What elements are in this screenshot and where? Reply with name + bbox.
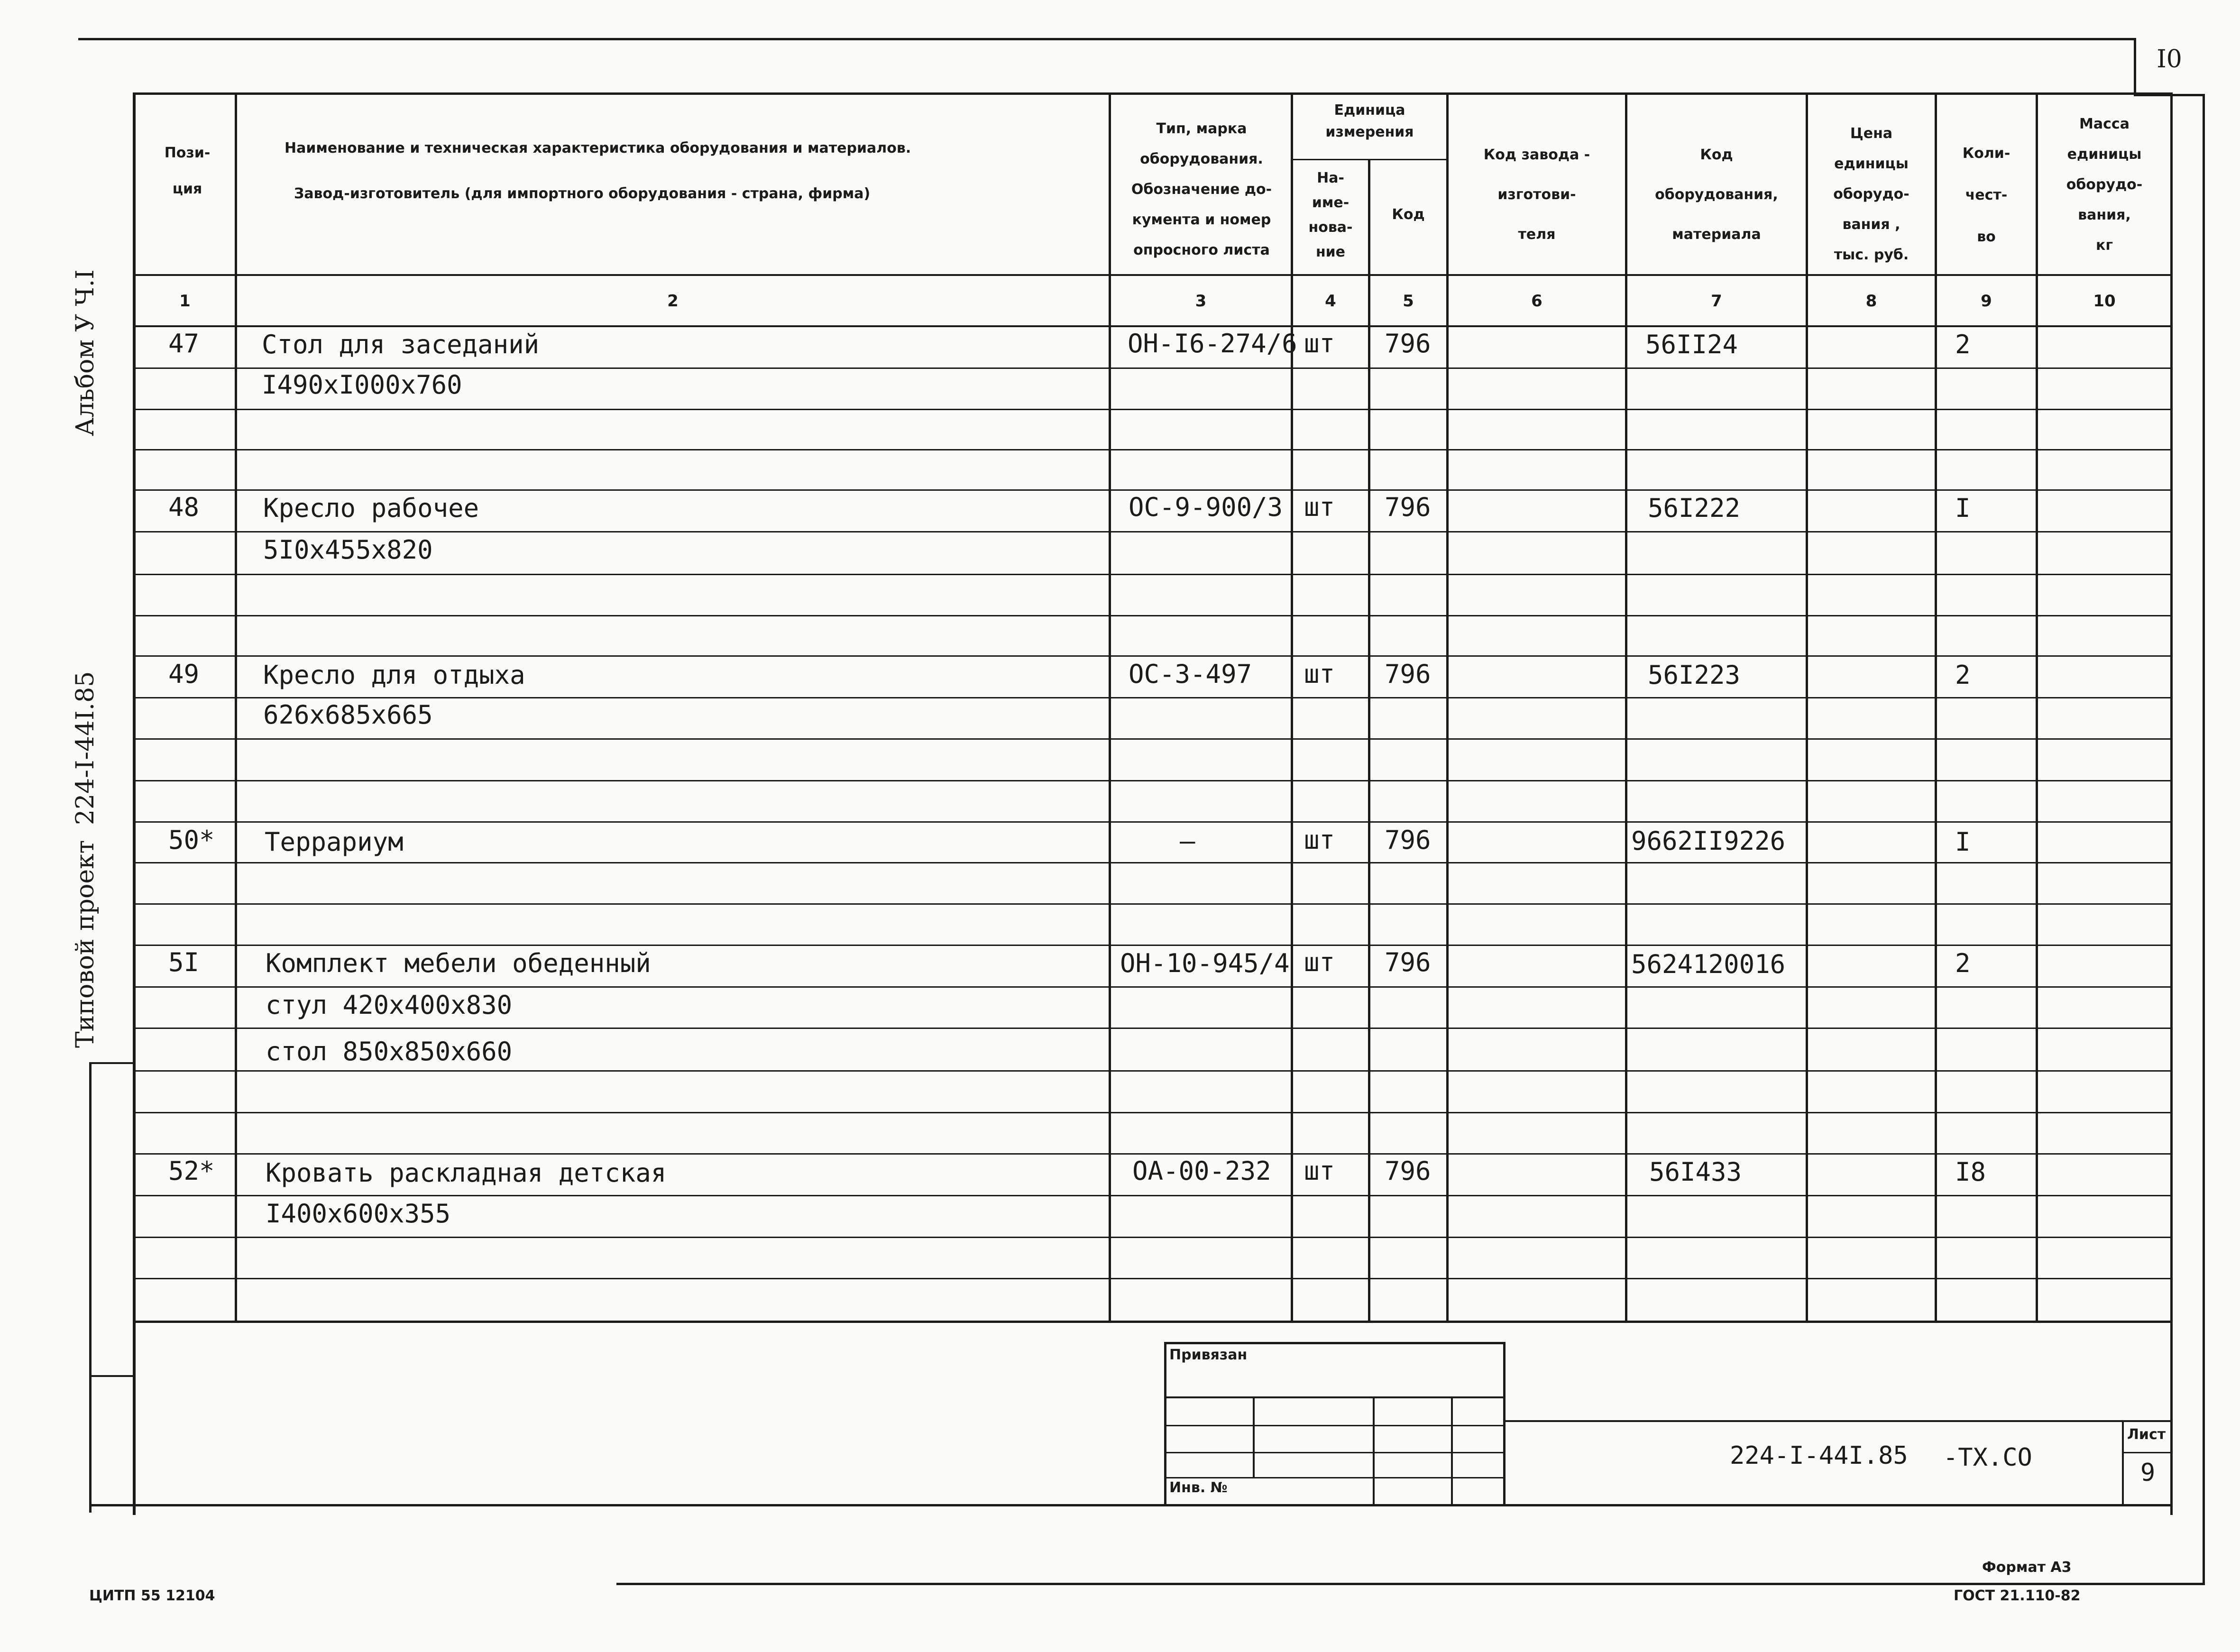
side-project-code: 224-I-44I.85	[71, 671, 100, 825]
row-name-detail: I400x600x355	[266, 1199, 451, 1229]
row-qty: 2	[1955, 660, 1971, 690]
row-position: 47	[168, 329, 200, 358]
row-code: 56I433	[1649, 1157, 1742, 1187]
row-type: ОН-10-945/4	[1120, 948, 1290, 978]
row-unit-code: 796	[1385, 1156, 1431, 1186]
row-unit-code: 796	[1385, 659, 1431, 689]
row-code: 56I223	[1648, 660, 1741, 690]
header-col6: Код завода - изготови- теля	[1483, 147, 1590, 243]
header-unit-group: Единица измерения	[1325, 102, 1414, 140]
row-unit-code: 796	[1385, 492, 1431, 522]
column-number: 10	[2093, 292, 2116, 311]
column-number: 9	[1981, 292, 1992, 311]
stamp-sheet-value: 9	[2140, 1459, 2156, 1487]
row-qty: I	[1955, 827, 1971, 857]
row-unit: шт	[1304, 1156, 1335, 1186]
header-col9: Коли- чест- во	[1962, 145, 2010, 245]
row-type: ОС-9-900/3	[1129, 492, 1283, 522]
header-col10: Масса единицы оборудо- вания, кг	[2066, 116, 2143, 254]
header-col1: Пози- ция	[164, 145, 211, 197]
row-unit-code: 796	[1385, 329, 1431, 358]
footer-left-code: ЦИТП 55 12104	[89, 1588, 215, 1604]
row-name-detail: 626x685x665	[263, 700, 433, 730]
column-number: 4	[1325, 292, 1336, 311]
side-album-label: Альбом У Ч.I	[71, 269, 100, 436]
row-unit-code: 796	[1385, 825, 1431, 855]
row-qty: 2	[1955, 330, 1971, 359]
row-name-detail: 5I0x455x820	[263, 535, 433, 565]
column-number: 1	[179, 292, 191, 311]
row-qty: I	[1955, 493, 1971, 523]
row-name-detail: стол 850x850x660	[266, 1037, 513, 1066]
header-col3: Тип, марка оборудования. Обозначение до- кумента и номер опросного листа	[1131, 120, 1272, 258]
row-name-detail: стул 420x400x830	[266, 990, 513, 1020]
row-name-detail: I490xI000x760	[262, 370, 462, 400]
row-unit: шт	[1304, 492, 1335, 522]
row-name: Кресло рабочее	[263, 493, 479, 523]
row-position: 5I	[168, 947, 200, 977]
column-number: 3	[1195, 292, 1207, 311]
header-col4: На- име- нова- ние	[1308, 170, 1353, 260]
row-unit: шт	[1304, 329, 1335, 358]
footer-format: Формат А3	[1982, 1559, 2072, 1576]
row-qty: I8	[1955, 1157, 1986, 1187]
row-position: 50*	[168, 825, 215, 855]
row-name: Кресло для отдыха	[263, 660, 525, 690]
stamp-inv-label: Инв. №	[1169, 1479, 1228, 1496]
row-code: 56II24	[1645, 330, 1738, 359]
row-unit: шт	[1304, 659, 1335, 689]
column-number: 6	[1531, 292, 1542, 311]
stamp-doc-code: 224-I-44I.85	[1730, 1441, 1908, 1470]
row-type: ОА-00-232	[1132, 1156, 1271, 1186]
row-type: ОН-I6-274/6	[1128, 329, 1297, 358]
row-name: Стол для заседаний	[262, 330, 540, 359]
row-name: Террариум	[265, 827, 404, 857]
row-unit: шт	[1304, 825, 1335, 855]
row-qty: 2	[1955, 948, 1971, 978]
header-col2: Наименование и техническая характеристика оборудования и материалов. Завод-изготовитель (для импортного оборудования - страна, фирма)	[285, 140, 911, 202]
row-code: 56I222	[1648, 493, 1741, 523]
column-number: 2	[667, 292, 679, 311]
column-number: 8	[1865, 292, 1877, 311]
header-col5: Код	[1392, 206, 1425, 223]
row-code: 9662II9226	[1631, 826, 1786, 856]
row-unit: шт	[1304, 947, 1335, 977]
row-position: 48	[168, 492, 200, 522]
stamp-attached-label: Привязан	[1169, 1347, 1248, 1363]
row-name: Кровать раскладная детская	[266, 1158, 667, 1188]
stamp-sheet-label: Лист	[2127, 1426, 2166, 1443]
row-type: —	[1180, 826, 1195, 856]
column-number: 5	[1403, 292, 1414, 311]
row-unit-code: 796	[1385, 947, 1431, 977]
row-position: 52*	[168, 1156, 215, 1186]
header-col8: Цена единицы оборудо- вания , тыс. руб.	[1833, 125, 1910, 263]
column-number: 7	[1711, 292, 1722, 311]
header-col7: Код оборудования, материала	[1655, 147, 1778, 243]
row-type: ОС-3-497	[1129, 659, 1252, 689]
row-code: 5624120016	[1631, 949, 1786, 979]
row-name: Комплект мебели обеденный	[266, 948, 651, 978]
sheet-number-top: I0	[2157, 45, 2182, 73]
stamp-doc-suffix: -ТХ.СО	[1943, 1443, 2032, 1472]
footer-gost: ГОСТ 21.110-82	[1954, 1588, 2081, 1604]
row-position: 49	[168, 659, 200, 689]
side-project-type: Типовой проект	[71, 840, 100, 1048]
